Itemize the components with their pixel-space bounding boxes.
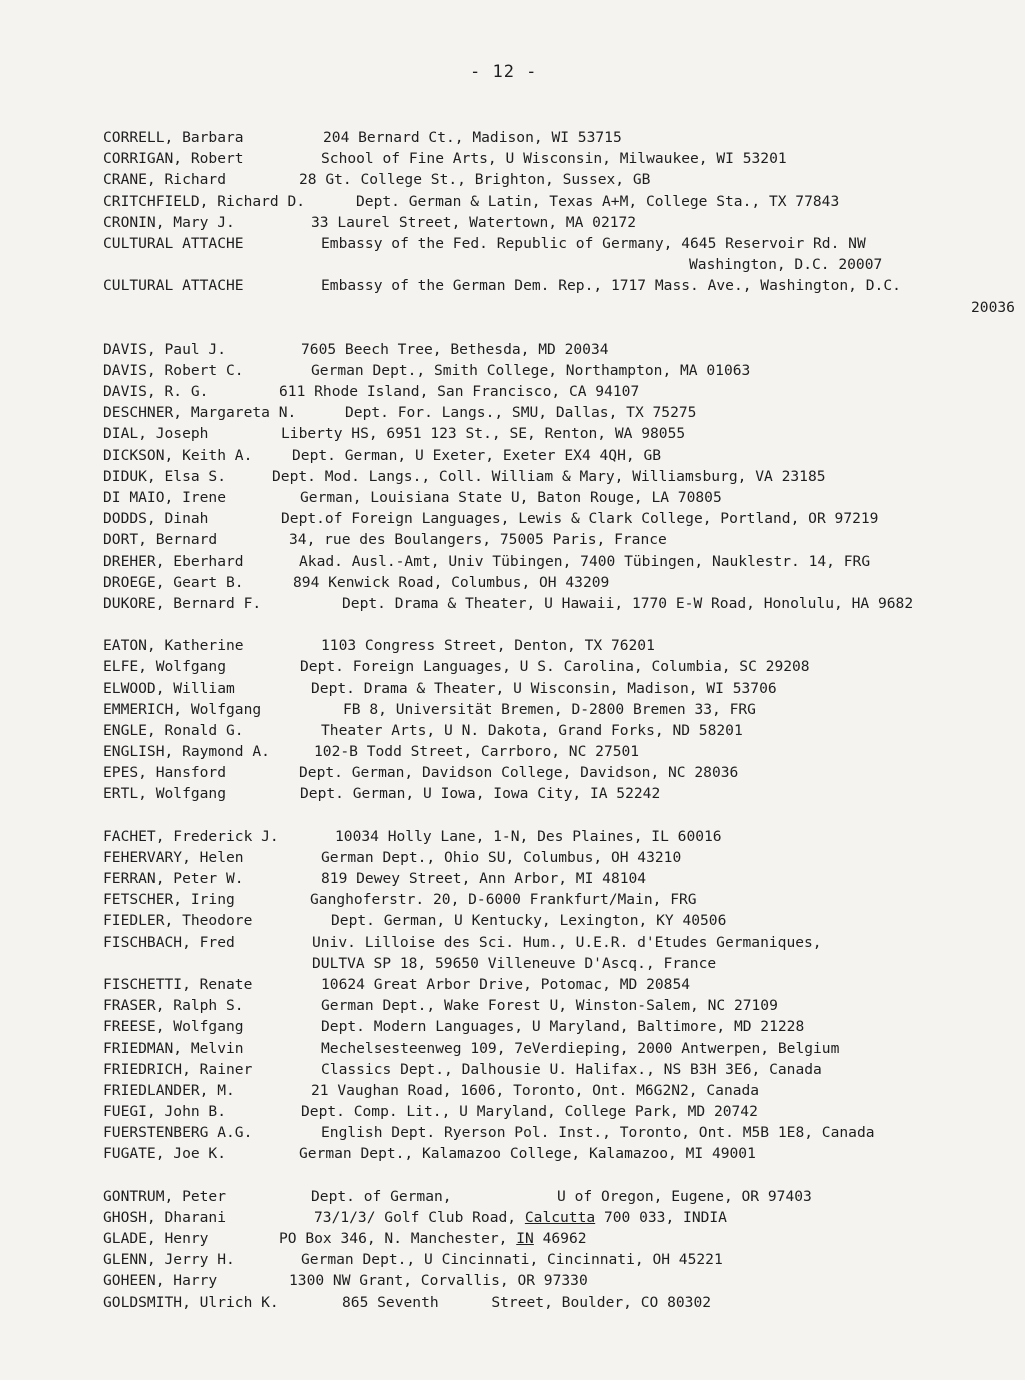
entry-address: 33 Laurel Street, Watertown, MA 02172 bbox=[311, 213, 637, 231]
list-entry bbox=[0, 445, 1025, 466]
entry-name: ELFE, Wolfgang bbox=[103, 658, 227, 676]
entry-address: 102-B Todd Street, Carrboro, NC 27501 bbox=[314, 743, 640, 761]
entry-address: Dept. of German, U of Oregon, Eugene, OR 97403 bbox=[311, 1187, 812, 1205]
list-entry-continuation bbox=[0, 953, 1025, 974]
entry-address: 28 Gt. College St., Brighton, Sussex, GB bbox=[299, 171, 651, 189]
entry-address: Dept. Drama & Theater, U Wisconsin, Madison, WI 53706 bbox=[311, 679, 777, 697]
entry-address: 819 Dewey Street, Ann Arbor, MI 48104 bbox=[321, 870, 647, 887]
list-entry bbox=[0, 593, 1025, 614]
list-entry bbox=[0, 551, 1025, 572]
entry-address: Dept.of Foreign Languages, Lewis & Clark College, Portland, OR 97219 bbox=[281, 510, 879, 528]
entry-name: CRITCHFIELD, Richard D. bbox=[103, 192, 306, 210]
entry-address: Dept. German, U Exeter, Exeter EX4 4QH, GB bbox=[292, 446, 662, 464]
entry-name: FUEGI, John B. bbox=[103, 1103, 227, 1121]
entry-name: FISCHBACH, Fred bbox=[103, 933, 235, 951]
entry-address: 865 Seventh Street, Boulder, CO 80302 bbox=[342, 1293, 712, 1311]
entry-address: Dept. German & Latin, Texas A+M, College Sta., TX 77843 bbox=[356, 192, 840, 210]
entry-name: DODDS, Dinah bbox=[103, 510, 209, 528]
list-entry bbox=[0, 423, 1025, 444]
entry-name: FRIEDMAN, Melvin bbox=[103, 1039, 244, 1057]
entry-address: PO Box 346, N. Manchester, IN 46962 bbox=[279, 1230, 587, 1247]
list-entry bbox=[0, 910, 1025, 931]
list-entry bbox=[0, 635, 1025, 656]
entry-address: Embassy of the German Dem. Rep., 1717 Mass. Ave., Washington, D.C. bbox=[321, 277, 901, 295]
entry-name: CRANE, Richard bbox=[103, 171, 227, 189]
entry-name: DUKORE, Bernard F. bbox=[103, 594, 262, 612]
entry-address: 34, rue des Boulangers, 75005 Paris, France bbox=[289, 531, 667, 549]
list-entry bbox=[0, 1186, 1025, 1207]
entry-name: DORT, Bernard bbox=[103, 531, 218, 549]
list-entry bbox=[0, 720, 1025, 741]
entry-name: ENGLISH, Raymond A. bbox=[103, 743, 270, 761]
entry-name: CULTURAL ATTACHE bbox=[103, 277, 244, 295]
entry-address: 204 Bernard Ct., Madison, WI 53715 bbox=[323, 129, 622, 146]
list-entry bbox=[0, 275, 1025, 296]
entry-name: EMMERICH, Wolfgang bbox=[103, 700, 262, 718]
entry-name: FIEDLER, Theodore bbox=[103, 912, 253, 930]
entry-name: EPES, Hansford bbox=[103, 764, 227, 782]
entry-address: Ganghoferstr. 20, D-6000 Frankfurt/Main, FRG bbox=[310, 891, 697, 909]
list-entry bbox=[0, 148, 1025, 169]
entry-name: DAVIS, Paul J. bbox=[103, 340, 227, 358]
entry-name: FRIEDRICH, Rainer bbox=[103, 1060, 253, 1078]
entry-name: DAVIS, Robert C. bbox=[103, 361, 244, 379]
list-entry bbox=[0, 1101, 1025, 1122]
list-entry-continuation bbox=[0, 254, 1025, 275]
entry-name: CORRIGAN, Robert bbox=[103, 150, 244, 168]
entry-address: 894 Kenwick Road, Columbus, OH 43209 bbox=[293, 573, 610, 591]
list-entry bbox=[0, 1143, 1025, 1164]
entry-address: 10624 Great Arbor Drive, Potomac, MD 20854 bbox=[321, 975, 691, 993]
entry-name: GONTRUM, Peter bbox=[103, 1187, 227, 1205]
list-entry bbox=[0, 783, 1025, 804]
entry-address: 73/1/3/ Golf Club Road, Calcutta 700 033, INDIA bbox=[314, 1208, 727, 1226]
entry-name: EATON, Katherine bbox=[103, 637, 244, 655]
entry-address: Dept. Comp. Lit., U Maryland, College Park, MD 20742 bbox=[301, 1103, 758, 1121]
entry-address: German Dept., Smith College, Northampton, MA 01063 bbox=[311, 361, 751, 379]
entry-address: 20036 bbox=[971, 298, 1015, 316]
entry-address: Mechelsesteenweg 109, 7eVerdieping, 2000 Antwerpen, Belgium bbox=[321, 1039, 840, 1057]
entry-name: DI MAIO, Irene bbox=[103, 489, 227, 506]
list-entry bbox=[0, 339, 1025, 360]
entry-address: Univ. Lilloise des Sci. Hum., U.E.R. d'Etudes Germaniques, bbox=[312, 933, 822, 951]
list-entry-continuation bbox=[0, 297, 1025, 318]
entry-address: Akad. Ausl.-Amt, Univ Tübingen, 7400 Tübingen, Nauklestr. 14, FRG bbox=[299, 552, 871, 570]
entry-name: DIDUK, Elsa S. bbox=[103, 467, 227, 485]
entry-name: FUERSTENBERG A.G. bbox=[103, 1124, 253, 1142]
list-entry bbox=[0, 868, 1025, 889]
entry-name: GHOSH, Dharani bbox=[103, 1208, 227, 1226]
entry-address: German, Louisiana State U, Baton Rouge, LA 70805 bbox=[300, 489, 722, 506]
entry-address: 7605 Beech Tree, Bethesda, MD 20034 bbox=[301, 340, 609, 358]
list-entry bbox=[0, 699, 1025, 720]
entry-name: CULTURAL ATTACHE bbox=[103, 234, 244, 252]
list-entry bbox=[0, 762, 1025, 783]
list-entry bbox=[0, 381, 1025, 402]
list-entry bbox=[0, 1080, 1025, 1101]
entry-name: FETSCHER, Iring bbox=[103, 891, 235, 909]
list-entry bbox=[0, 529, 1025, 550]
entry-name: GLENN, Jerry H. bbox=[103, 1251, 235, 1269]
entry-address: Dept. German, U Kentucky, Lexington, KY 40506 bbox=[331, 912, 727, 930]
entry-name: FUGATE, Joe K. bbox=[103, 1145, 227, 1163]
list-entry bbox=[0, 212, 1025, 233]
entry-address: Dept. Mod. Langs., Coll. William & Mary, Williamsburg, VA 23185 bbox=[272, 467, 826, 485]
entry-address: Liberty HS, 6951 123 St., SE, Renton, WA 98055 bbox=[281, 425, 686, 443]
entry-name: DICKSON, Keith A. bbox=[103, 446, 253, 464]
entry-address: Classics Dept., Dalhousie U. Halifax., NS B3H 3E6, Canada bbox=[321, 1060, 822, 1078]
entry-name: FRIEDLANDER, M. bbox=[103, 1081, 235, 1099]
list-entry bbox=[0, 678, 1025, 699]
list-entry bbox=[0, 1249, 1025, 1270]
entry-name: ERTL, Wolfgang bbox=[103, 785, 227, 803]
entry-name: DREHER, Eberhard bbox=[103, 552, 244, 570]
mailing-list bbox=[0, 127, 1025, 1313]
list-entry bbox=[0, 974, 1025, 995]
list-entry bbox=[0, 572, 1025, 593]
entry-name: DIAL, Joseph bbox=[103, 425, 209, 443]
entry-name: DROEGE, Geart B. bbox=[103, 573, 244, 591]
list-entry bbox=[0, 1292, 1025, 1313]
entry-address: German Dept., Kalamazoo College, Kalamazoo, MI 49001 bbox=[299, 1145, 756, 1163]
entry-address: Dept. For. Langs., SMU, Dallas, TX 75275 bbox=[345, 404, 697, 422]
entry-name: FRASER, Ralph S. bbox=[103, 997, 244, 1015]
list-entry bbox=[0, 741, 1025, 762]
list-entry bbox=[0, 656, 1025, 677]
entry-address: FB 8, Universität Bremen, D-2800 Bremen 33, FRG bbox=[343, 700, 756, 718]
entry-name: ENGLE, Ronald G. bbox=[103, 721, 244, 739]
entry-address: Dept. Modern Languages, U Maryland, Baltimore, MD 21228 bbox=[321, 1018, 805, 1036]
list-entry bbox=[0, 233, 1025, 254]
entry-name: CORRELL, Barbara bbox=[103, 129, 244, 146]
entry-name: ELWOOD, William bbox=[103, 679, 235, 697]
list-entry bbox=[0, 995, 1025, 1016]
list-entry bbox=[0, 1228, 1025, 1249]
list-entry bbox=[0, 169, 1025, 190]
entry-name: DESCHNER, Margareta N. bbox=[103, 404, 297, 422]
entry-name: FERRAN, Peter W. bbox=[103, 870, 244, 887]
list-entry bbox=[0, 1122, 1025, 1143]
entry-address: 10034 Holly Lane, 1-N, Des Plaines, IL 60016 bbox=[335, 827, 722, 845]
entry-address: Theater Arts, U N. Dakota, Grand Forks, ND 58201 bbox=[321, 721, 743, 739]
entry-address: 21 Vaughan Road, 1606, Toronto, Ont. M6G2N2, Canada bbox=[311, 1081, 760, 1099]
list-entry bbox=[0, 889, 1025, 910]
entry-address: English Dept. Ryerson Pol. Inst., Toronto, Ont. M5B 1E8, Canada bbox=[321, 1124, 875, 1142]
list-entry bbox=[0, 932, 1025, 953]
page-number: - 12 - bbox=[470, 62, 538, 82]
list-entry bbox=[0, 127, 1025, 148]
list-entry bbox=[0, 1038, 1025, 1059]
list-entry bbox=[0, 402, 1025, 423]
list-entry bbox=[0, 466, 1025, 487]
list-entry bbox=[0, 1016, 1025, 1037]
entry-name: FISCHETTI, Renate bbox=[103, 975, 253, 993]
entry-address: School of Fine Arts, U Wisconsin, Milwaukee, WI 53201 bbox=[321, 150, 787, 168]
entry-name: CRONIN, Mary J. bbox=[103, 213, 235, 231]
entry-address: German Dept., Wake Forest U, Winston-Salem, NC 27109 bbox=[321, 997, 778, 1015]
entry-name: FREESE, Wolfgang bbox=[103, 1018, 244, 1036]
entry-name: GOHEEN, Harry bbox=[103, 1272, 218, 1290]
list-entry bbox=[0, 826, 1025, 847]
entry-address: Dept. Drama & Theater, U Hawaii, 1770 E-W Road, Honolulu, HA 9682 bbox=[342, 594, 914, 612]
entry-address: Dept. German, U Iowa, Iowa City, IA 52242 bbox=[300, 785, 661, 803]
list-entry bbox=[0, 487, 1025, 508]
entry-name: FACHET, Frederick J. bbox=[103, 827, 279, 845]
entry-address: Dept. Foreign Languages, U S. Carolina, Columbia, SC 29208 bbox=[300, 658, 810, 676]
list-entry bbox=[0, 191, 1025, 212]
entry-name: FEHERVARY, Helen bbox=[103, 848, 244, 866]
entry-address: 1300 NW Grant, Corvallis, OR 97330 bbox=[289, 1272, 588, 1290]
list-entry bbox=[0, 1059, 1025, 1080]
entry-address: Embassy of the Fed. Republic of Germany, 4645 Reservoir Rd. NW bbox=[321, 234, 866, 252]
entry-address: German Dept., Ohio SU, Columbus, OH 43210 bbox=[321, 848, 682, 866]
entry-address: Washington, D.C. 20007 bbox=[689, 256, 883, 274]
list-entry bbox=[0, 360, 1025, 381]
entry-address: 611 Rhode Island, San Francisco, CA 94107 bbox=[279, 383, 640, 401]
entry-address: German Dept., U Cincinnati, Cincinnati, OH 45221 bbox=[301, 1251, 723, 1269]
list-entry bbox=[0, 847, 1025, 868]
entry-address: 1103 Congress Street, Denton, TX 76201 bbox=[321, 637, 655, 655]
entry-address: DULTVA SP 18, 59650 Villeneuve D'Ascq., France bbox=[312, 954, 717, 972]
entry-name: DAVIS, R. G. bbox=[103, 383, 209, 401]
list-entry bbox=[0, 1207, 1025, 1228]
entry-address: Dept. German, Davidson College, Davidson, NC 28036 bbox=[299, 764, 739, 782]
list-entry bbox=[0, 1270, 1025, 1291]
list-entry bbox=[0, 508, 1025, 529]
entry-name: GLADE, Henry bbox=[103, 1230, 209, 1247]
entry-name: GOLDSMITH, Ulrich K. bbox=[103, 1293, 279, 1311]
